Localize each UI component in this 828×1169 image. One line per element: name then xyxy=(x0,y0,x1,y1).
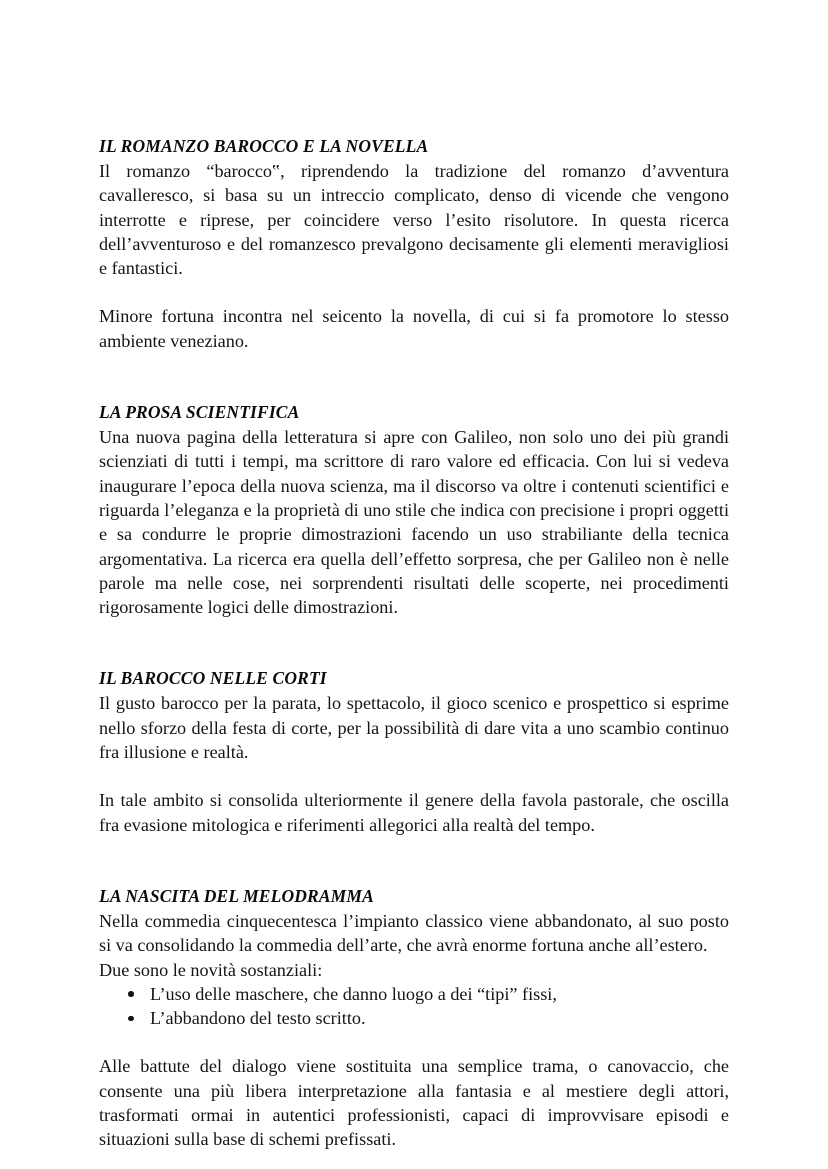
bullet-dot-icon xyxy=(128,1016,134,1022)
list-item-label: L’uso delle maschere, che danno luogo a dei “tipi” fissi, xyxy=(150,983,557,1004)
section-il-barocco-nelle-corti xyxy=(99,667,729,836)
document-page xyxy=(99,135,729,1152)
paragraph: Minore fortuna incontra nel seicento la novella, di cui si fa promotore lo stesso ambiente veneziano. xyxy=(99,306,729,351)
paragraph: Una nuova pagina della letteratura si apre con Galileo, non solo uno dei più grandi scienziati di tutti i tempi, ma scrittore di raro valore ed efficacia. Con lui si vedeva inaugurare l’epoca della nuova scienza, ma il discorso va oltre i contenuti scientifici e riguarda l’eleganza e la proprietà di uno stile che indica con precisione i propri oggetti e sa condurre le proprie dimostrazioni facendo un uso strabiliante della tecnica argomentativa. La ricerca era quella dell’effetto sorpresa, che per Galileo non è nelle parole ma nelle cose, nei sorprendenti risultati delle scoperte, nei procedimenti rigorosamente logici delle dimostrazioni. xyxy=(99,427,729,618)
section-spacer xyxy=(99,619,729,667)
paragraph: Nella commedia cinquecentesca l’impianto classico viene abbandonato, al suo posto si va consolidando la commedia dell’arte, che avrà enorme fortuna anche all’estero. xyxy=(99,910,729,956)
section-il-romanzo-barocco-e-la-novella xyxy=(99,135,729,353)
paragraph-spacer xyxy=(99,1030,729,1054)
paragraph: Alle battute del dialogo viene sostituita una semplice trama, o canovaccio, che consente una più libera interpretazione alla fantasia e al mestiere degli attori, trasformati ormai in autentici professionisti, capaci di improvvisare episodi e situazioni sulla base di schemi prefissati. xyxy=(99,1056,729,1150)
bullet-dot-icon xyxy=(128,991,134,997)
section-spacer xyxy=(99,353,729,401)
section-la-nascita-del-melodramma xyxy=(99,885,729,1152)
paragraph-list-intro: Due sono le novità sostanziali: xyxy=(99,959,323,980)
paragraph: Il romanzo “barocco‟, riprendendo la tradizione del romanzo d’avventura cavalleresco, si basa su un intreccio complicato, denso di vicende che vengono interrotte e riprese, per coincidere verso l’esito risolutore. In questa ricerca dell’avventuroso e del romanzesco prevalgono decisamente gli elementi meravigliosi e fantastici. xyxy=(99,161,729,279)
paragraph: In tale ambito si consolida ulteriormente il genere della favola pastorale, che oscilla fra evasione mitologica e riferimenti allegorici alla realtà del tempo. xyxy=(99,790,729,835)
section-heading: LA NASCITA DEL MELODRAMMA xyxy=(99,885,374,906)
section-heading: IL ROMANZO BAROCCO E LA NOVELLA xyxy=(99,136,429,156)
section-la-prosa-scientifica xyxy=(99,401,729,619)
section-heading: IL BAROCCO NELLE CORTI xyxy=(99,668,327,689)
list-item xyxy=(99,1006,729,1030)
paragraph-spacer xyxy=(99,764,729,788)
paragraph-spacer xyxy=(99,280,729,304)
list-item-label: L’abbandono del testo scritto. xyxy=(150,1008,366,1029)
section-heading: LA PROSA SCIENTIFICA xyxy=(99,402,300,423)
bullet-list xyxy=(99,982,729,1031)
section-spacer xyxy=(99,837,729,885)
paragraph: Il gusto barocco per la parata, lo spettacolo, il gioco scenico e prospettico si esprime nello sforzo della festa di corte, per la possibilità di dare vita a uno scambio continuo fra illusione e realtà. xyxy=(99,693,729,763)
list-item xyxy=(99,982,729,1006)
